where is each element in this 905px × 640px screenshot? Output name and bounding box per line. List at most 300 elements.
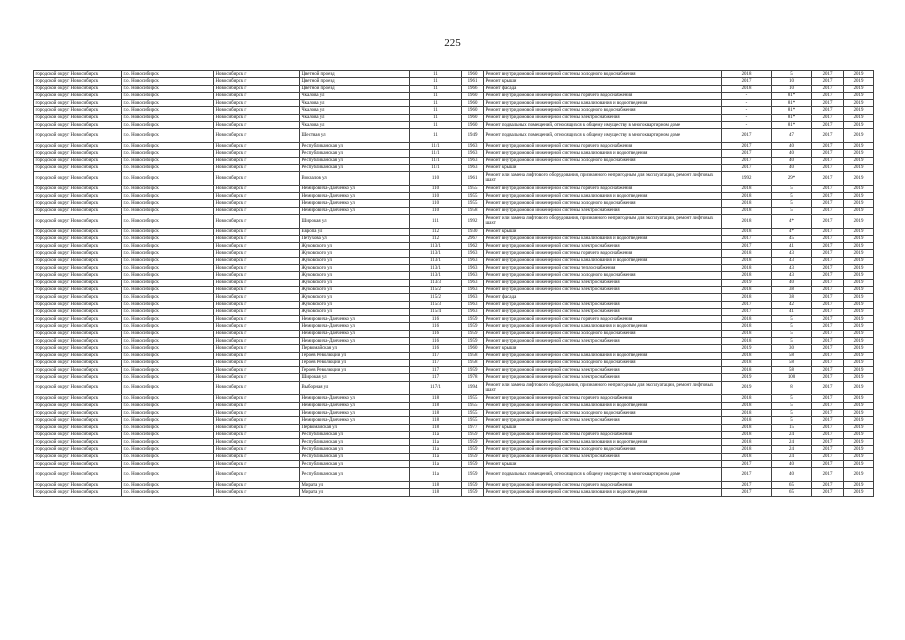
table-cell: 38: [772, 286, 812, 293]
table-cell: г.о. Новосибирск: [122, 301, 214, 308]
table-cell: городской округ Новосибирск: [34, 243, 122, 250]
table-cell: 43: [772, 265, 812, 272]
table-cell: 1978: [462, 374, 484, 381]
table-cell: 2019: [722, 374, 772, 381]
table-row: [34, 228, 874, 235]
table-cell: 2017: [812, 142, 844, 149]
table-cell: Ремонт внутридомовой инженерной системы холодного водоснабжения: [484, 157, 722, 164]
table-cell: городской округ Новосибирск: [34, 439, 122, 446]
table-cell: городской округ Новосибирск: [34, 431, 122, 438]
table-cell: 2018: [722, 367, 772, 374]
table-cell: 2017: [812, 71, 844, 78]
table-row: [34, 172, 874, 186]
table-cell: 1963: [462, 150, 484, 157]
table-cell: 2019: [844, 100, 874, 107]
table-cell: 81*: [772, 92, 812, 99]
table-cell: 2017: [812, 431, 844, 438]
table-cell: г.о. Новосибирск: [122, 489, 214, 496]
table-cell: Новосибирск г: [214, 142, 300, 149]
table-row: [34, 185, 874, 192]
table-cell: 2017: [812, 417, 844, 424]
table-cell: Немировича-Данченко ул: [300, 395, 410, 402]
table-cell: 81*: [772, 107, 812, 114]
table-cell: 111: [410, 214, 462, 228]
table-cell: 2019: [844, 78, 874, 85]
table-cell: Ремонт фасада: [484, 294, 722, 301]
table-cell: 2017: [812, 207, 844, 214]
table-cell: 1958: [462, 359, 484, 366]
table-cell: 1960: [462, 100, 484, 107]
table-cell: 2018: [722, 431, 772, 438]
table-cell: 1963: [462, 257, 484, 264]
table-cell: 2019: [844, 337, 874, 344]
table-cell: городской округ Новосибирск: [34, 250, 122, 257]
table-cell: 40: [772, 461, 812, 468]
table-cell: 2019: [844, 235, 874, 242]
table-cell: Новосибирск г: [214, 92, 300, 99]
table-cell: г.о. Новосибирск: [122, 265, 214, 272]
table-row: [34, 381, 874, 395]
table-cell: 113/1: [410, 250, 462, 257]
table-cell: Новосибирск г: [214, 257, 300, 264]
table-cell: 117/1: [410, 381, 462, 395]
table-cell: г.о. Новосибирск: [122, 92, 214, 99]
table-row: [34, 250, 874, 257]
table-cell: 2019: [844, 214, 874, 228]
table-cell: Немировича-Данченко ул: [300, 402, 410, 409]
table-cell: Жуковского ул: [300, 243, 410, 250]
table-cell: 81*: [772, 122, 812, 129]
table-cell: 2019: [844, 142, 874, 149]
table-cell: 38: [772, 294, 812, 301]
table-cell: городской округ Новосибирск: [34, 352, 122, 359]
table-row: [34, 286, 874, 293]
table-cell: 2017: [812, 279, 844, 286]
table-cell: 8: [772, 381, 812, 395]
table-cell: 2018: [722, 185, 772, 192]
table-cell: Шествая ул: [300, 129, 410, 143]
table-cell: 5: [772, 395, 812, 402]
table-cell: 2019: [844, 71, 874, 78]
table-cell: 2019: [844, 308, 874, 315]
table-cell: Ремонт внутридомовой инженерной системы горячего водоснабжения: [484, 142, 722, 149]
table-cell: г.о. Новосибирск: [122, 352, 214, 359]
table-cell: г.о. Новосибирск: [122, 431, 214, 438]
table-cell: 2017: [812, 468, 844, 482]
table-cell: Немировича-Данченко ул: [300, 330, 410, 337]
table-cell: Героев Революции ул: [300, 352, 410, 359]
table-cell: Ремонт внутридомовой инженерной системы холодного водоснабжения: [484, 446, 722, 453]
table-cell: 43: [772, 250, 812, 257]
table-cell: 1960: [462, 107, 484, 114]
table-cell: 2017: [812, 243, 844, 250]
table-cell: 11а: [410, 453, 462, 460]
table-row: [34, 308, 874, 315]
table-cell: Немировича-Данченко ул: [300, 316, 410, 323]
table-cell: Новосибирск г: [214, 439, 300, 446]
table-cell: Новосибирск г: [214, 402, 300, 409]
table-cell: Новосибирск г: [214, 243, 300, 250]
table-cell: городской округ Новосибирск: [34, 381, 122, 395]
table-cell: Немировича-Данченко ул: [300, 200, 410, 207]
table-cell: 41: [772, 243, 812, 250]
table-body: [34, 71, 874, 497]
table-cell: Немировича-Данченко ул: [300, 185, 410, 192]
table-row: [34, 164, 874, 171]
table-cell: г.о. Новосибирск: [122, 272, 214, 279]
table-cell: Жуковского ул: [300, 279, 410, 286]
table-cell: Ремонт внутридомовой инженерной системы электроснабжения: [484, 301, 722, 308]
table-cell: 2017: [722, 308, 772, 315]
table-row: [34, 207, 874, 214]
table-cell: г.о. Новосибирск: [122, 200, 214, 207]
table-cell: Новосибирск г: [214, 337, 300, 344]
table-cell: 115/4: [410, 308, 462, 315]
table-cell: г.о. Новосибирск: [122, 359, 214, 366]
table-cell: 11: [410, 129, 462, 143]
table-cell: Новосибирск г: [214, 214, 300, 228]
table-cell: 113/1: [410, 265, 462, 272]
table-cell: Широкая ул: [300, 374, 410, 381]
table-cell: 5: [772, 402, 812, 409]
table-cell: 2017: [812, 409, 844, 416]
table-cell: Новосибирск г: [214, 200, 300, 207]
table-cell: 2019: [844, 185, 874, 192]
table-row: [34, 272, 874, 279]
table-cell: 2017: [812, 424, 844, 431]
table-cell: Мирата ул: [300, 481, 410, 488]
table-row: [34, 446, 874, 453]
table-cell: 41: [772, 308, 812, 315]
table-cell: Первомайская ул: [300, 424, 410, 431]
table-cell: г.о. Новосибирск: [122, 461, 214, 468]
table-cell: Жуковского ул: [300, 250, 410, 257]
table-cell: городской округ Новосибирск: [34, 395, 122, 402]
table-cell: 2017: [722, 481, 772, 488]
table-cell: Ремонт внутридомовой инженерной системы электроснабжения: [484, 367, 722, 374]
table-cell: 5: [772, 417, 812, 424]
table-cell: 2019: [844, 294, 874, 301]
table-cell: 2019: [844, 359, 874, 366]
table-cell: 4*: [772, 228, 812, 235]
table-row: [34, 142, 874, 149]
table-cell: Ремонт внутридомовой инженерной системы канализования и водоотведения: [484, 402, 722, 409]
table-cell: городской округ Новосибирск: [34, 200, 122, 207]
table-cell: 2017: [812, 308, 844, 315]
table-cell: 2017: [812, 481, 844, 488]
table-cell: Новосибирск г: [214, 308, 300, 315]
table-row: [34, 265, 874, 272]
table-cell: Ремонт внутридомовой инженерной системы горячего водоснабжения: [484, 92, 722, 99]
table-cell: 1959: [462, 468, 484, 482]
table-cell: 2017: [812, 164, 844, 171]
table-cell: г.о. Новосибирск: [122, 85, 214, 92]
table-cell: 2017: [812, 272, 844, 279]
table-cell: городской округ Новосибирск: [34, 468, 122, 482]
table-cell: 2019: [844, 395, 874, 402]
table-cell: 10: [772, 85, 812, 92]
table-cell: 2017: [812, 489, 844, 496]
table-cell: 2018: [722, 200, 772, 207]
table-cell: 2017: [812, 150, 844, 157]
table-cell: Жуковского ул: [300, 257, 410, 264]
table-cell: г.о. Новосибирск: [122, 374, 214, 381]
table-cell: 2018: [722, 272, 772, 279]
table-cell: 11а: [410, 468, 462, 482]
table-cell: Ремонт внутридомовой инженерной системы канализования и водоотведения: [484, 150, 722, 157]
table-cell: 4*: [772, 214, 812, 228]
table-cell: Республиканская ул: [300, 461, 410, 468]
table-cell: 1959: [462, 323, 484, 330]
table-cell: 2017: [812, 323, 844, 330]
table-cell: 2018: [722, 193, 772, 200]
table-row: [34, 243, 874, 250]
table-cell: Ремонт крыши: [484, 164, 722, 171]
table-cell: 2019: [844, 323, 874, 330]
table-cell: 2019: [844, 272, 874, 279]
table-cell: Новосибирск г: [214, 453, 300, 460]
table-cell: городской округ Новосибирск: [34, 453, 122, 460]
table-cell: 2018: [722, 257, 772, 264]
table-cell: 110: [410, 172, 462, 186]
table-cell: Ремонт фасада: [484, 85, 722, 92]
table-cell: 11/1: [410, 142, 462, 149]
table-cell: Новосибирск г: [214, 461, 300, 468]
table-cell: Ремонт внутридомовой инженерной системы канализования и водоотведения: [484, 352, 722, 359]
table-cell: 43: [772, 272, 812, 279]
table-cell: Ремонт или замена лифтового оборудования, признанного непригодным для эксплуатации, ремонт лифтовых шахт: [484, 381, 722, 395]
table-cell: 2017: [812, 402, 844, 409]
table-cell: Широкая ул: [300, 214, 410, 228]
table-cell: Новосибирск г: [214, 207, 300, 214]
table-cell: 2019: [844, 265, 874, 272]
table-row: [34, 431, 874, 438]
table-cell: 2019: [844, 330, 874, 337]
table-cell: Новосибирск г: [214, 424, 300, 431]
table-cell: Ремонт внутридомовой инженерной системы электроснабжения: [484, 286, 722, 293]
table-cell: 2017: [812, 200, 844, 207]
table-cell: Республиканская ул: [300, 468, 410, 482]
table-cell: 2017: [812, 85, 844, 92]
table-cell: Новосибирск г: [214, 352, 300, 359]
table-cell: 11а: [410, 446, 462, 453]
table-cell: 2017: [812, 345, 844, 352]
table-cell: Новосибирск г: [214, 286, 300, 293]
table-cell: г.о. Новосибирск: [122, 193, 214, 200]
table-cell: 1955: [462, 417, 484, 424]
table-cell: городской округ Новосибирск: [34, 272, 122, 279]
table-cell: 1930: [462, 228, 484, 235]
table-cell: Цветной проезд: [300, 85, 410, 92]
table-cell: 81*: [772, 114, 812, 121]
table-row: [34, 337, 874, 344]
table-cell: Новосибирск г: [214, 122, 300, 129]
table-cell: 1963: [462, 164, 484, 171]
table-cell: 1961: [462, 172, 484, 186]
table-cell: Новосибирск г: [214, 129, 300, 143]
table-cell: 2017: [812, 374, 844, 381]
table-cell: Жуковского ул: [300, 308, 410, 315]
table-row: [34, 468, 874, 482]
table-cell: 1963: [462, 250, 484, 257]
table-cell: Ремонт внутридомовой инженерной системы электроснабжения: [484, 374, 722, 381]
table-cell: Новосибирск г: [214, 301, 300, 308]
table-row: [34, 367, 874, 374]
table-cell: -: [722, 100, 772, 107]
table-cell: 117: [410, 352, 462, 359]
table-cell: 2019: [844, 107, 874, 114]
table-cell: 47: [772, 129, 812, 143]
table-cell: 2018: [722, 417, 772, 424]
table-cell: Новосибирск г: [214, 417, 300, 424]
table-cell: городской округ Новосибирск: [34, 409, 122, 416]
table-cell: 2019: [844, 301, 874, 308]
table-cell: городской округ Новосибирск: [34, 207, 122, 214]
table-cell: 2018: [722, 446, 772, 453]
page-number: 225: [444, 37, 461, 49]
table-row: [34, 323, 874, 330]
table-cell: городской округ Новосибирск: [34, 164, 122, 171]
table-cell: Ремонт внутридомовой инженерной системы холодного водоснабжения: [484, 107, 722, 114]
table-cell: Жуковского ул: [300, 265, 410, 272]
table-row: [34, 157, 874, 164]
table-cell: 1959: [462, 316, 484, 323]
table-cell: 15: [772, 424, 812, 431]
table-cell: 24: [772, 439, 812, 446]
table-cell: Ремонт внутридомовой инженерной системы холодного водоснабжения: [484, 359, 722, 366]
table-cell: 2019: [844, 279, 874, 286]
table-cell: Новосибирск г: [214, 114, 300, 121]
table-cell: 1963: [462, 286, 484, 293]
table-cell: городской округ Новосибирск: [34, 279, 122, 286]
table-cell: 1955: [462, 200, 484, 207]
table-cell: городской округ Новосибирск: [34, 257, 122, 264]
table-cell: 1960: [462, 114, 484, 121]
table-cell: 2019: [844, 85, 874, 92]
table-cell: 1962: [462, 243, 484, 250]
table-row: [34, 316, 874, 323]
table-cell: 2019: [844, 228, 874, 235]
table-row: [34, 235, 874, 242]
table-cell: Ремонт или замена лифтового оборудования, признанного непригодным для эксплуатации, ремонт лифтовых шахт: [484, 172, 722, 186]
table-cell: 116: [410, 316, 462, 323]
table-cell: Ремонт внутридомовой инженерной системы канализования и водоотведения: [484, 235, 722, 242]
table-cell: 1963: [462, 265, 484, 272]
table-cell: 1960: [462, 345, 484, 352]
table-cell: 2019: [844, 345, 874, 352]
table-cell: Новосибирск г: [214, 71, 300, 78]
table-cell: Ремонт внутридомовой инженерной системы холодного водоснабжения: [484, 330, 722, 337]
table-cell: городской округ Новосибирск: [34, 316, 122, 323]
table-cell: Новосибирск г: [214, 409, 300, 416]
table-cell: городской округ Новосибирск: [34, 337, 122, 344]
table-cell: г.о. Новосибирск: [122, 107, 214, 114]
table-cell: 2018: [722, 228, 772, 235]
table-cell: г.о. Новосибирск: [122, 439, 214, 446]
table-cell: 117: [410, 359, 462, 366]
table-row: [34, 200, 874, 207]
table-cell: Новосибирск г: [214, 279, 300, 286]
table-cell: 2017: [812, 193, 844, 200]
table-cell: 2017: [812, 316, 844, 323]
table-cell: г.о. Новосибирск: [122, 129, 214, 143]
table-cell: 2017: [812, 228, 844, 235]
table-cell: 2019: [844, 439, 874, 446]
table-cell: городской округ Новосибирск: [34, 345, 122, 352]
table-cell: 1959: [462, 330, 484, 337]
table-cell: Новосибирск г: [214, 481, 300, 488]
table-cell: Ремонт внутридомовой инженерной системы канализования и водоотведения: [484, 323, 722, 330]
table-row: [34, 424, 874, 431]
table-cell: Республиканская ул: [300, 431, 410, 438]
table-cell: городской округ Новосибирск: [34, 100, 122, 107]
table-cell: Чкалова ул: [300, 92, 410, 99]
table-cell: городской округ Новосибирск: [34, 330, 122, 337]
table-cell: г.о. Новосибирск: [122, 172, 214, 186]
table-cell: Новосибирск г: [214, 359, 300, 366]
table-cell: 81*: [772, 100, 812, 107]
table-cell: 2017: [812, 294, 844, 301]
table-row: [34, 114, 874, 121]
table-cell: Немировича-Данченко ул: [300, 417, 410, 424]
table-cell: г.о. Новосибирск: [122, 395, 214, 402]
table-cell: Вокзалов ул: [300, 172, 410, 186]
table-cell: 5: [772, 193, 812, 200]
table-cell: г.о. Новосибирск: [122, 337, 214, 344]
table-cell: 11/1: [410, 164, 462, 171]
table-cell: Новосибирск г: [214, 395, 300, 402]
table-cell: 2017: [812, 157, 844, 164]
table-cell: 113/3: [410, 279, 462, 286]
table-cell: 2017: [722, 235, 772, 242]
table-cell: г.о. Новосибирск: [122, 122, 214, 129]
table-cell: 1958: [462, 207, 484, 214]
table-cell: 110: [410, 200, 462, 207]
table-row: [34, 301, 874, 308]
table-cell: 11: [410, 78, 462, 85]
table-cell: городской округ Новосибирск: [34, 150, 122, 157]
table-cell: Ремонт внутридомовой инженерной системы холодного водоснабжения: [484, 272, 722, 279]
table-cell: Новосибирск г: [214, 100, 300, 107]
table-row: [34, 489, 874, 496]
table-cell: городской округ Новосибирск: [34, 402, 122, 409]
table-cell: Республиканская ул: [300, 150, 410, 157]
table-cell: городской округ Новосибирск: [34, 286, 122, 293]
table-cell: 2019: [844, 257, 874, 264]
table-cell: Цветной проезд: [300, 71, 410, 78]
table-cell: -: [722, 92, 772, 99]
table-cell: городской округ Новосибирск: [34, 265, 122, 272]
table-cell: 11а: [410, 431, 462, 438]
table-row: [34, 345, 874, 352]
table-cell: 2017: [812, 359, 844, 366]
table-cell: 2017: [812, 78, 844, 85]
table-cell: Цветной проезд: [300, 78, 410, 85]
table-cell: 5: [772, 185, 812, 192]
table-cell: г.о. Новосибирск: [122, 446, 214, 453]
table-cell: 1963: [462, 157, 484, 164]
table-row: [34, 453, 874, 460]
capital-repair-table: [33, 70, 874, 497]
table-cell: Новосибирск г: [214, 316, 300, 323]
table-cell: 2017: [812, 257, 844, 264]
table-cell: Ремонт внутридомовой инженерной системы канализования и водоотведения: [484, 257, 722, 264]
table-cell: 1977: [462, 424, 484, 431]
table-cell: Чкалова ул: [300, 122, 410, 129]
table-cell: Ремонт крыши: [484, 424, 722, 431]
table-cell: 5: [772, 337, 812, 344]
table-cell: 1959: [462, 431, 484, 438]
